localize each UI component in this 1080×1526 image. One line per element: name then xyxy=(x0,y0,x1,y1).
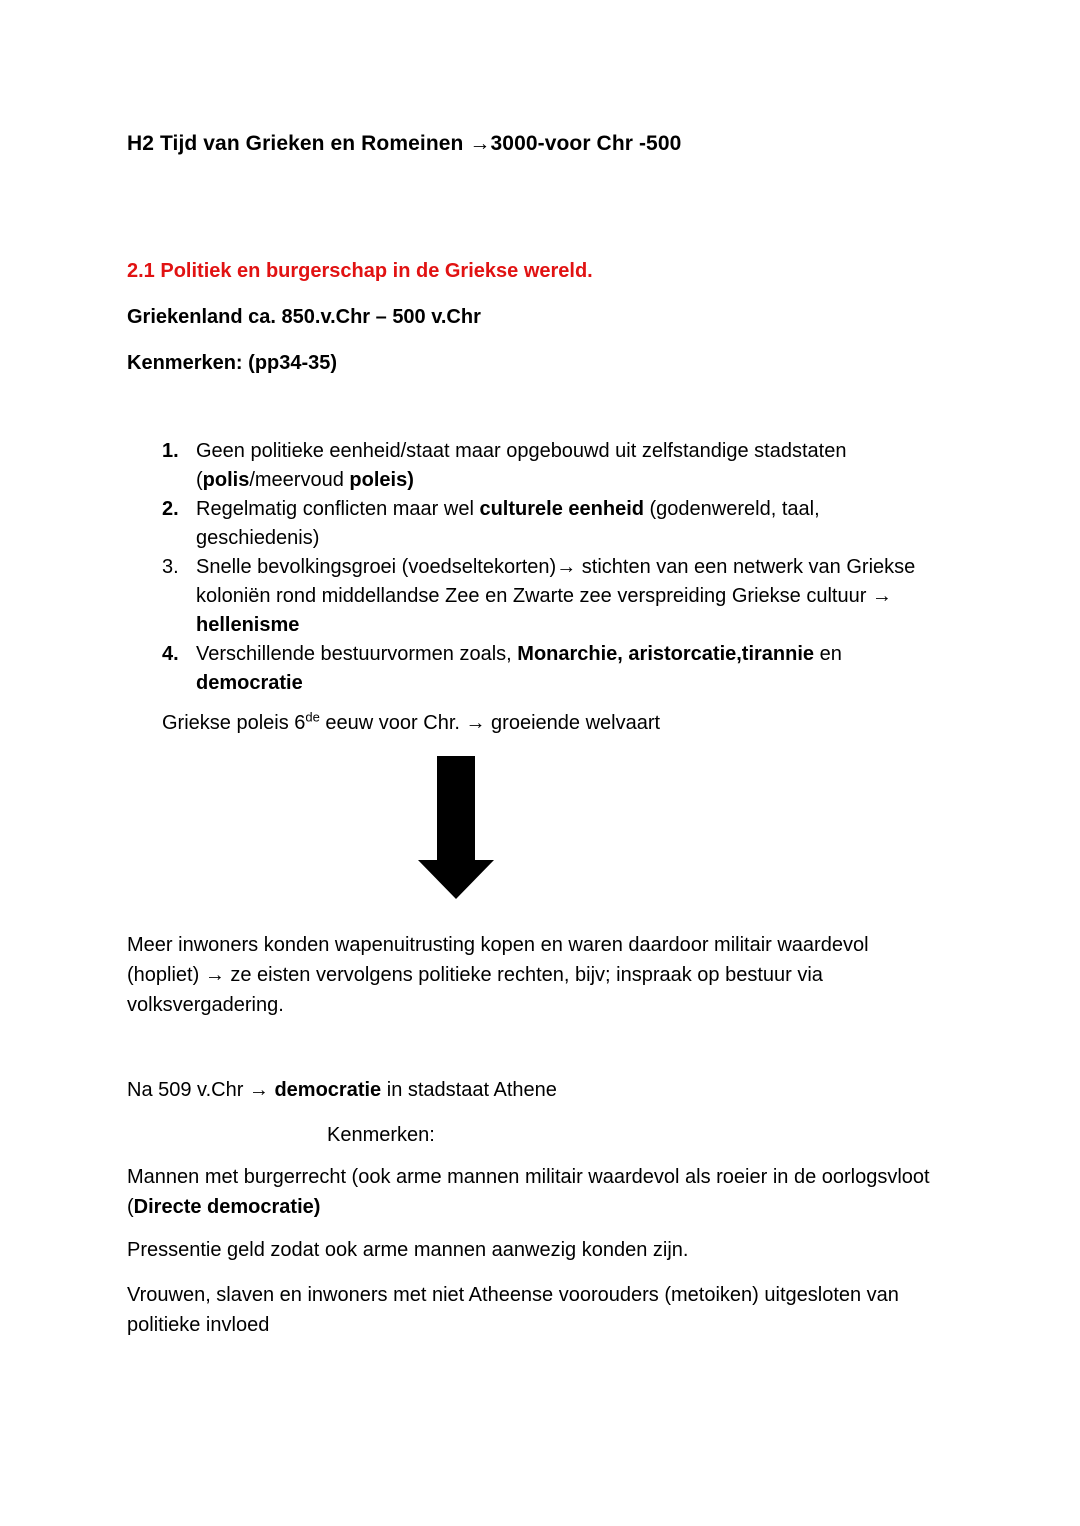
list-item-3 xyxy=(162,553,935,640)
paragraph-kenmerken-label: Kenmerken: xyxy=(327,1124,435,1146)
down-arrow-icon xyxy=(418,756,494,899)
list-number: 4. xyxy=(162,643,179,665)
list-item-text: Geen politieke eenheid/staat maar opgebouwd uit zelfstandige stadstaten (polis/meervoud poleis) xyxy=(196,440,847,491)
paragraph-pressentie: Pressentie geld zodat ook arme mannen aanwezig konden zijn. xyxy=(127,1239,689,1261)
list-item-4 xyxy=(162,640,935,698)
paragraph-mannen-burgerrecht: Mannen met burgerrecht (ook arme mannen militair waardevol als roeier in de oorlogsvloot (Directe democratie) xyxy=(127,1166,930,1218)
paragraph-na509: Na 509 v.Chr → democratie in stadstaat Athene xyxy=(127,1079,557,1101)
list-number: 3. xyxy=(162,556,179,578)
list-item-1 xyxy=(162,437,935,495)
paragraph-hopliet: Meer inwoners konden wapenuitrusting kopen en waren daardoor militair waardevol (hopliet) → ze eisten vervolgens politieke rechten, bijv; inspraak op bestuur via volksvergadering. xyxy=(127,934,869,1016)
numbered-list xyxy=(127,437,935,698)
list-item-text: Verschillende bestuurvormen zoals, Monarchie, aristorcatie,tirannie en democratie xyxy=(196,643,842,694)
document-title: H2 Tijd van Grieken en Romeinen →3000-voor Chr -500 xyxy=(127,132,682,155)
down-arrow-graphic xyxy=(418,756,494,899)
kenmerken-heading: Kenmerken: (pp34-35) xyxy=(127,352,338,374)
section-period-heading: Griekenland ca. 850.v.Chr – 500 v.Chr xyxy=(127,306,481,328)
list-number: 1. xyxy=(162,440,179,462)
list-item-2 xyxy=(162,495,935,553)
poleis-welvaart-note: Griekse poleis 6de eeuw voor Chr. → groeiende welvaart xyxy=(162,709,661,734)
section-heading: 2.1 Politiek en burgerschap in de Griekse wereld. xyxy=(127,260,593,282)
list-number: 2. xyxy=(162,498,179,520)
paragraph-vrouwen-uitgesloten: Vrouwen, slaven en inwoners met niet Atheense voorouders (metoiken) uitgesloten van politieke invloed xyxy=(127,1284,899,1336)
list-item-text: Snelle bevolkingsgroei (voedseltekorten)→ stichten van een netwerk van Griekse koloniën rond middellandse Zee en Zwarte zee verspreiding Griekse cultuur → hellenisme xyxy=(196,556,916,636)
list-item-text: Regelmatig conflicten maar wel culturele eenheid (godenwereld, taal, geschiedenis) xyxy=(196,498,820,549)
